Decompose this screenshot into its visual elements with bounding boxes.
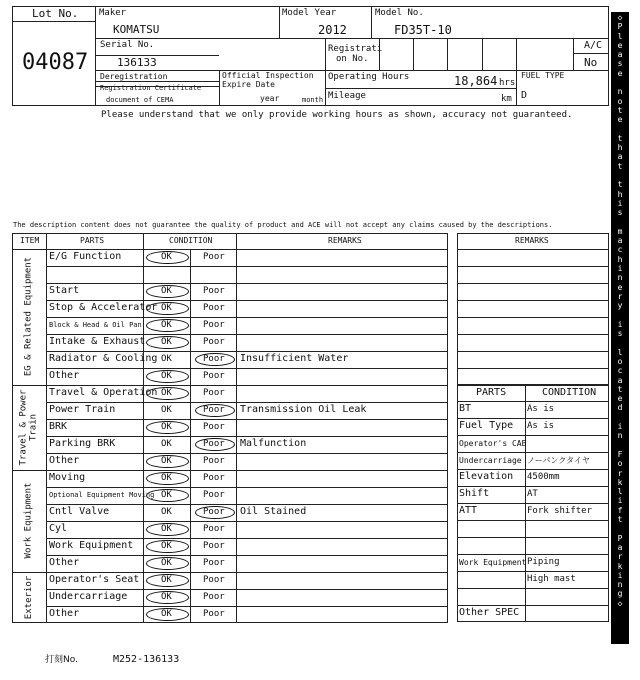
table-row	[46, 419, 448, 436]
part-name: Other	[49, 557, 80, 568]
remarks-row-divider	[457, 351, 609, 352]
maker-value: KOMATSU	[113, 23, 160, 36]
ok-selected-mark	[146, 557, 189, 570]
table-row	[46, 368, 448, 385]
remark-text: Malfunction	[240, 438, 307, 449]
table-row	[46, 538, 448, 555]
spec-condition: As is	[527, 404, 555, 414]
table-row	[46, 521, 448, 538]
part-name: E/G Function	[49, 251, 122, 262]
ok-option[interactable]: OK	[161, 320, 172, 330]
part-name: Moving	[49, 472, 86, 483]
part-name: Work Equipment	[49, 540, 134, 551]
table-row	[46, 402, 448, 419]
stamp-label: 打刻No.	[45, 655, 78, 665]
specs-row	[457, 588, 609, 605]
table-row	[46, 317, 448, 334]
month-label: month	[302, 96, 324, 104]
table-row	[46, 385, 448, 402]
part-name: Intake & Exhaust	[49, 336, 146, 347]
ok-option[interactable]: OK	[161, 405, 172, 415]
part-name: Other	[49, 455, 80, 466]
table-row	[46, 453, 448, 470]
table-row	[46, 283, 448, 300]
poor-option[interactable]: Poor	[203, 405, 225, 415]
maker-label: Maker	[99, 8, 127, 18]
poor-selected-mark	[195, 404, 235, 417]
poor-option[interactable]: Poor	[203, 371, 225, 381]
ok-option[interactable]: OK	[161, 337, 172, 347]
serial-value: 136133	[117, 56, 157, 69]
part-name: Power Train	[49, 404, 116, 415]
ac-value: No	[584, 56, 598, 69]
table-row	[46, 487, 448, 504]
ok-option[interactable]: OK	[161, 558, 172, 568]
remarks-row-divider	[457, 368, 609, 369]
ok-selected-mark	[146, 455, 189, 468]
table-row	[46, 555, 448, 572]
header-parts: PARTS	[80, 236, 105, 245]
model-year-label: Model Year	[282, 8, 337, 18]
part-name: Stop & Accelerator	[49, 302, 158, 313]
table-row	[46, 351, 448, 368]
spec-part: Operator's CAB	[459, 439, 527, 448]
ok-selected-mark	[146, 472, 189, 485]
mileage-label: Mileage	[328, 91, 366, 101]
spec-condition: As is	[527, 421, 555, 431]
poor-option[interactable]: Poor	[203, 524, 225, 534]
registration-certificate-label: Registration Certificate	[100, 84, 202, 92]
ok-selected-mark	[146, 421, 189, 434]
poor-option[interactable]: Poor	[203, 609, 225, 619]
ok-option[interactable]: OK	[161, 252, 172, 262]
remarks-header-divider	[457, 249, 609, 250]
stamp-value: M252-136133	[113, 654, 180, 665]
ok-option[interactable]: OK	[161, 303, 172, 313]
description-notice: The description content does not guarantee the quality of product and ACE will not accept any claims caused by the descriptions.	[13, 221, 553, 229]
serial-label: Serial No.	[100, 40, 155, 50]
poor-selected-mark	[195, 438, 235, 451]
spec-condition: Fork shifter	[527, 506, 593, 516]
table-row	[46, 572, 448, 589]
poor-option[interactable]: Poor	[203, 541, 225, 551]
hours-notice: Please understand that we only provide working hours as shown, accuracy not guaranteed.	[101, 110, 573, 120]
header-condition: CONDITION	[169, 236, 213, 245]
lot-number: 04087	[22, 50, 89, 75]
ok-selected-mark	[146, 387, 189, 400]
remarks-row-divider	[457, 266, 609, 267]
poor-selected-mark	[195, 506, 235, 519]
specs-row	[457, 520, 609, 537]
poor-option[interactable]: Poor	[203, 490, 225, 500]
table-row	[46, 504, 448, 521]
registration-label: Registrati	[328, 44, 383, 54]
ok-option[interactable]: OK	[161, 524, 172, 534]
specs-row	[457, 554, 609, 571]
specs-header-condition: CONDITION	[542, 387, 597, 398]
spec-part: Undercarriage	[459, 456, 522, 465]
poor-option[interactable]: Poor	[203, 456, 225, 466]
table-row	[46, 334, 448, 351]
group-label: Work Equipment	[23, 482, 34, 559]
remarks-row-divider	[457, 283, 609, 284]
ok-selected-mark	[146, 540, 189, 553]
hours-unit: hrs	[499, 78, 516, 88]
spec-part: Other SPEC	[459, 607, 520, 618]
ok-option[interactable]: OK	[161, 388, 172, 398]
ok-selected-mark	[146, 319, 189, 332]
remarks-row-divider	[457, 317, 609, 318]
poor-option[interactable]: Poor	[203, 337, 225, 347]
ok-selected-mark	[146, 302, 189, 315]
ok-option[interactable]: OK	[161, 473, 172, 483]
specs-row	[457, 537, 609, 554]
ok-option[interactable]: OK	[161, 575, 172, 585]
ok-option[interactable]: OK	[161, 286, 172, 296]
spec-part: Fuel Type	[459, 420, 514, 431]
ok-selected-mark	[146, 574, 189, 587]
poor-option[interactable]: Poor	[203, 439, 225, 449]
fuel-type-value: D	[521, 90, 528, 101]
table-row	[46, 470, 448, 487]
side-note: ◇ P l e a s e n o t e t h a t t h i s m a c h i n e r y i s l o c a t e d i n F o r k l i f t P a r k i n g ◇	[617, 13, 623, 608]
ac-label: A/C	[584, 40, 603, 51]
group-label: Exterior	[23, 575, 34, 619]
group-label: EG & Related Equipment	[23, 256, 34, 377]
ok-option[interactable]: OK	[161, 541, 172, 551]
table-row	[46, 249, 448, 266]
model-year-value: 2012	[318, 23, 347, 37]
specs-row	[457, 486, 609, 503]
table-row	[46, 589, 448, 606]
cema-document-label: document of CEMA	[106, 96, 174, 104]
fuel-type-label: FUEL TYPE	[521, 71, 565, 80]
ok-selected-mark	[146, 251, 189, 264]
group-label-line-2: Train	[28, 413, 39, 441]
operating-hours-value: 18,864	[454, 74, 498, 88]
specs-row	[457, 503, 609, 520]
part-name: Radiator & Cooling	[49, 353, 158, 364]
remarks-row-divider	[457, 300, 609, 301]
poor-option[interactable]: Poor	[203, 252, 225, 262]
ok-selected-mark	[146, 489, 189, 502]
spec-condition: ノーパンクタイヤ	[527, 456, 590, 465]
specs-row	[457, 418, 609, 435]
ok-option[interactable]: OK	[161, 592, 172, 602]
part-name: Parking BRK	[49, 438, 116, 449]
spec-part: ATT	[459, 505, 478, 516]
model-no-label: Model No.	[375, 8, 424, 18]
specs-row	[457, 469, 609, 486]
ok-option[interactable]: OK	[161, 507, 172, 517]
ok-selected-mark	[146, 285, 189, 298]
mileage-unit: km	[501, 94, 512, 104]
part-name: Other	[49, 370, 80, 381]
inspection-label: Official Inspection	[222, 71, 314, 80]
year-label: year	[260, 94, 280, 103]
poor-option[interactable]: Poor	[203, 354, 225, 364]
model-no-value: FD35T-10	[394, 23, 452, 37]
ok-option[interactable]: OK	[161, 354, 172, 364]
spec-part: Work Equipment	[459, 558, 527, 567]
poor-option[interactable]: Poor	[203, 388, 225, 398]
part-name: BRK	[49, 421, 68, 432]
remarks-header: REMARKS	[515, 236, 549, 245]
remark-text: Insufficient Water	[240, 353, 349, 364]
poor-option[interactable]: Poor	[203, 473, 225, 483]
poor-option[interactable]: Poor	[203, 575, 225, 585]
poor-selected-mark	[195, 353, 235, 366]
registration-label-2: on No.	[336, 54, 369, 64]
poor-option[interactable]: Poor	[203, 507, 225, 517]
operating-hours-label: Operating Hours	[328, 72, 410, 82]
ok-option[interactable]: OK	[161, 371, 172, 381]
poor-option[interactable]: Poor	[203, 303, 225, 313]
remarks-frame	[457, 233, 609, 385]
ok-selected-mark	[146, 523, 189, 536]
specs-header-parts: PARTS	[476, 387, 507, 398]
remark-text: Transmission Oil Leak	[240, 404, 367, 415]
spec-part: Shift	[459, 488, 490, 499]
ok-option[interactable]: OK	[161, 609, 172, 619]
part-name: Undercarriage	[49, 591, 128, 602]
part-name: Optional Equipment Moving	[49, 491, 155, 499]
spec-condition: Piping	[527, 557, 560, 567]
specs-row	[457, 401, 609, 418]
spec-condition: 4500mm	[527, 472, 560, 482]
header-remarks: REMARKS	[328, 236, 362, 245]
ok-option[interactable]: OK	[161, 439, 172, 449]
lot-label: Lot No.	[32, 7, 79, 20]
deregistration-label: Deregistration	[100, 72, 168, 81]
spec-part: Elevation	[459, 471, 514, 482]
part-name: Block & Head & Oil Pan	[49, 321, 142, 329]
spec-condition: High mast	[527, 574, 576, 584]
table-row	[46, 266, 448, 283]
ok-selected-mark	[146, 370, 189, 383]
specs-row	[457, 452, 609, 469]
spec-part: BT	[459, 403, 472, 414]
poor-option[interactable]: Poor	[203, 286, 225, 296]
table-row	[46, 606, 448, 623]
table-row	[46, 300, 448, 317]
ok-option[interactable]: OK	[161, 422, 172, 432]
spec-condition: AT	[527, 489, 538, 499]
part-name: Start	[49, 285, 80, 296]
ok-option[interactable]: OK	[161, 490, 172, 500]
table-row	[46, 436, 448, 453]
poor-option[interactable]: Poor	[203, 558, 225, 568]
remarks-row-divider	[457, 334, 609, 335]
specs-row	[457, 571, 609, 588]
poor-option[interactable]: Poor	[203, 422, 225, 432]
poor-option[interactable]: Poor	[203, 320, 225, 330]
side-note-strip	[611, 12, 629, 644]
poor-option[interactable]: Poor	[203, 592, 225, 602]
specs-row	[457, 435, 609, 452]
inspection-label-2: Expire Date	[222, 80, 275, 89]
specs-row	[457, 605, 609, 622]
part-name: Cyl	[49, 523, 68, 534]
header-item: ITEM	[20, 236, 40, 245]
group-label: Travel & Power	[18, 389, 29, 465]
ok-selected-mark	[146, 591, 189, 604]
remark-text: Oil Stained	[240, 506, 307, 517]
ok-selected-mark	[146, 336, 189, 349]
ok-option[interactable]: OK	[161, 456, 172, 466]
ok-selected-mark	[146, 608, 189, 621]
part-name: Travel & Operation	[49, 387, 158, 398]
part-name: Operator's Seat	[49, 574, 140, 585]
part-name: Other	[49, 608, 80, 619]
part-name: Cntl Valve	[49, 506, 110, 517]
